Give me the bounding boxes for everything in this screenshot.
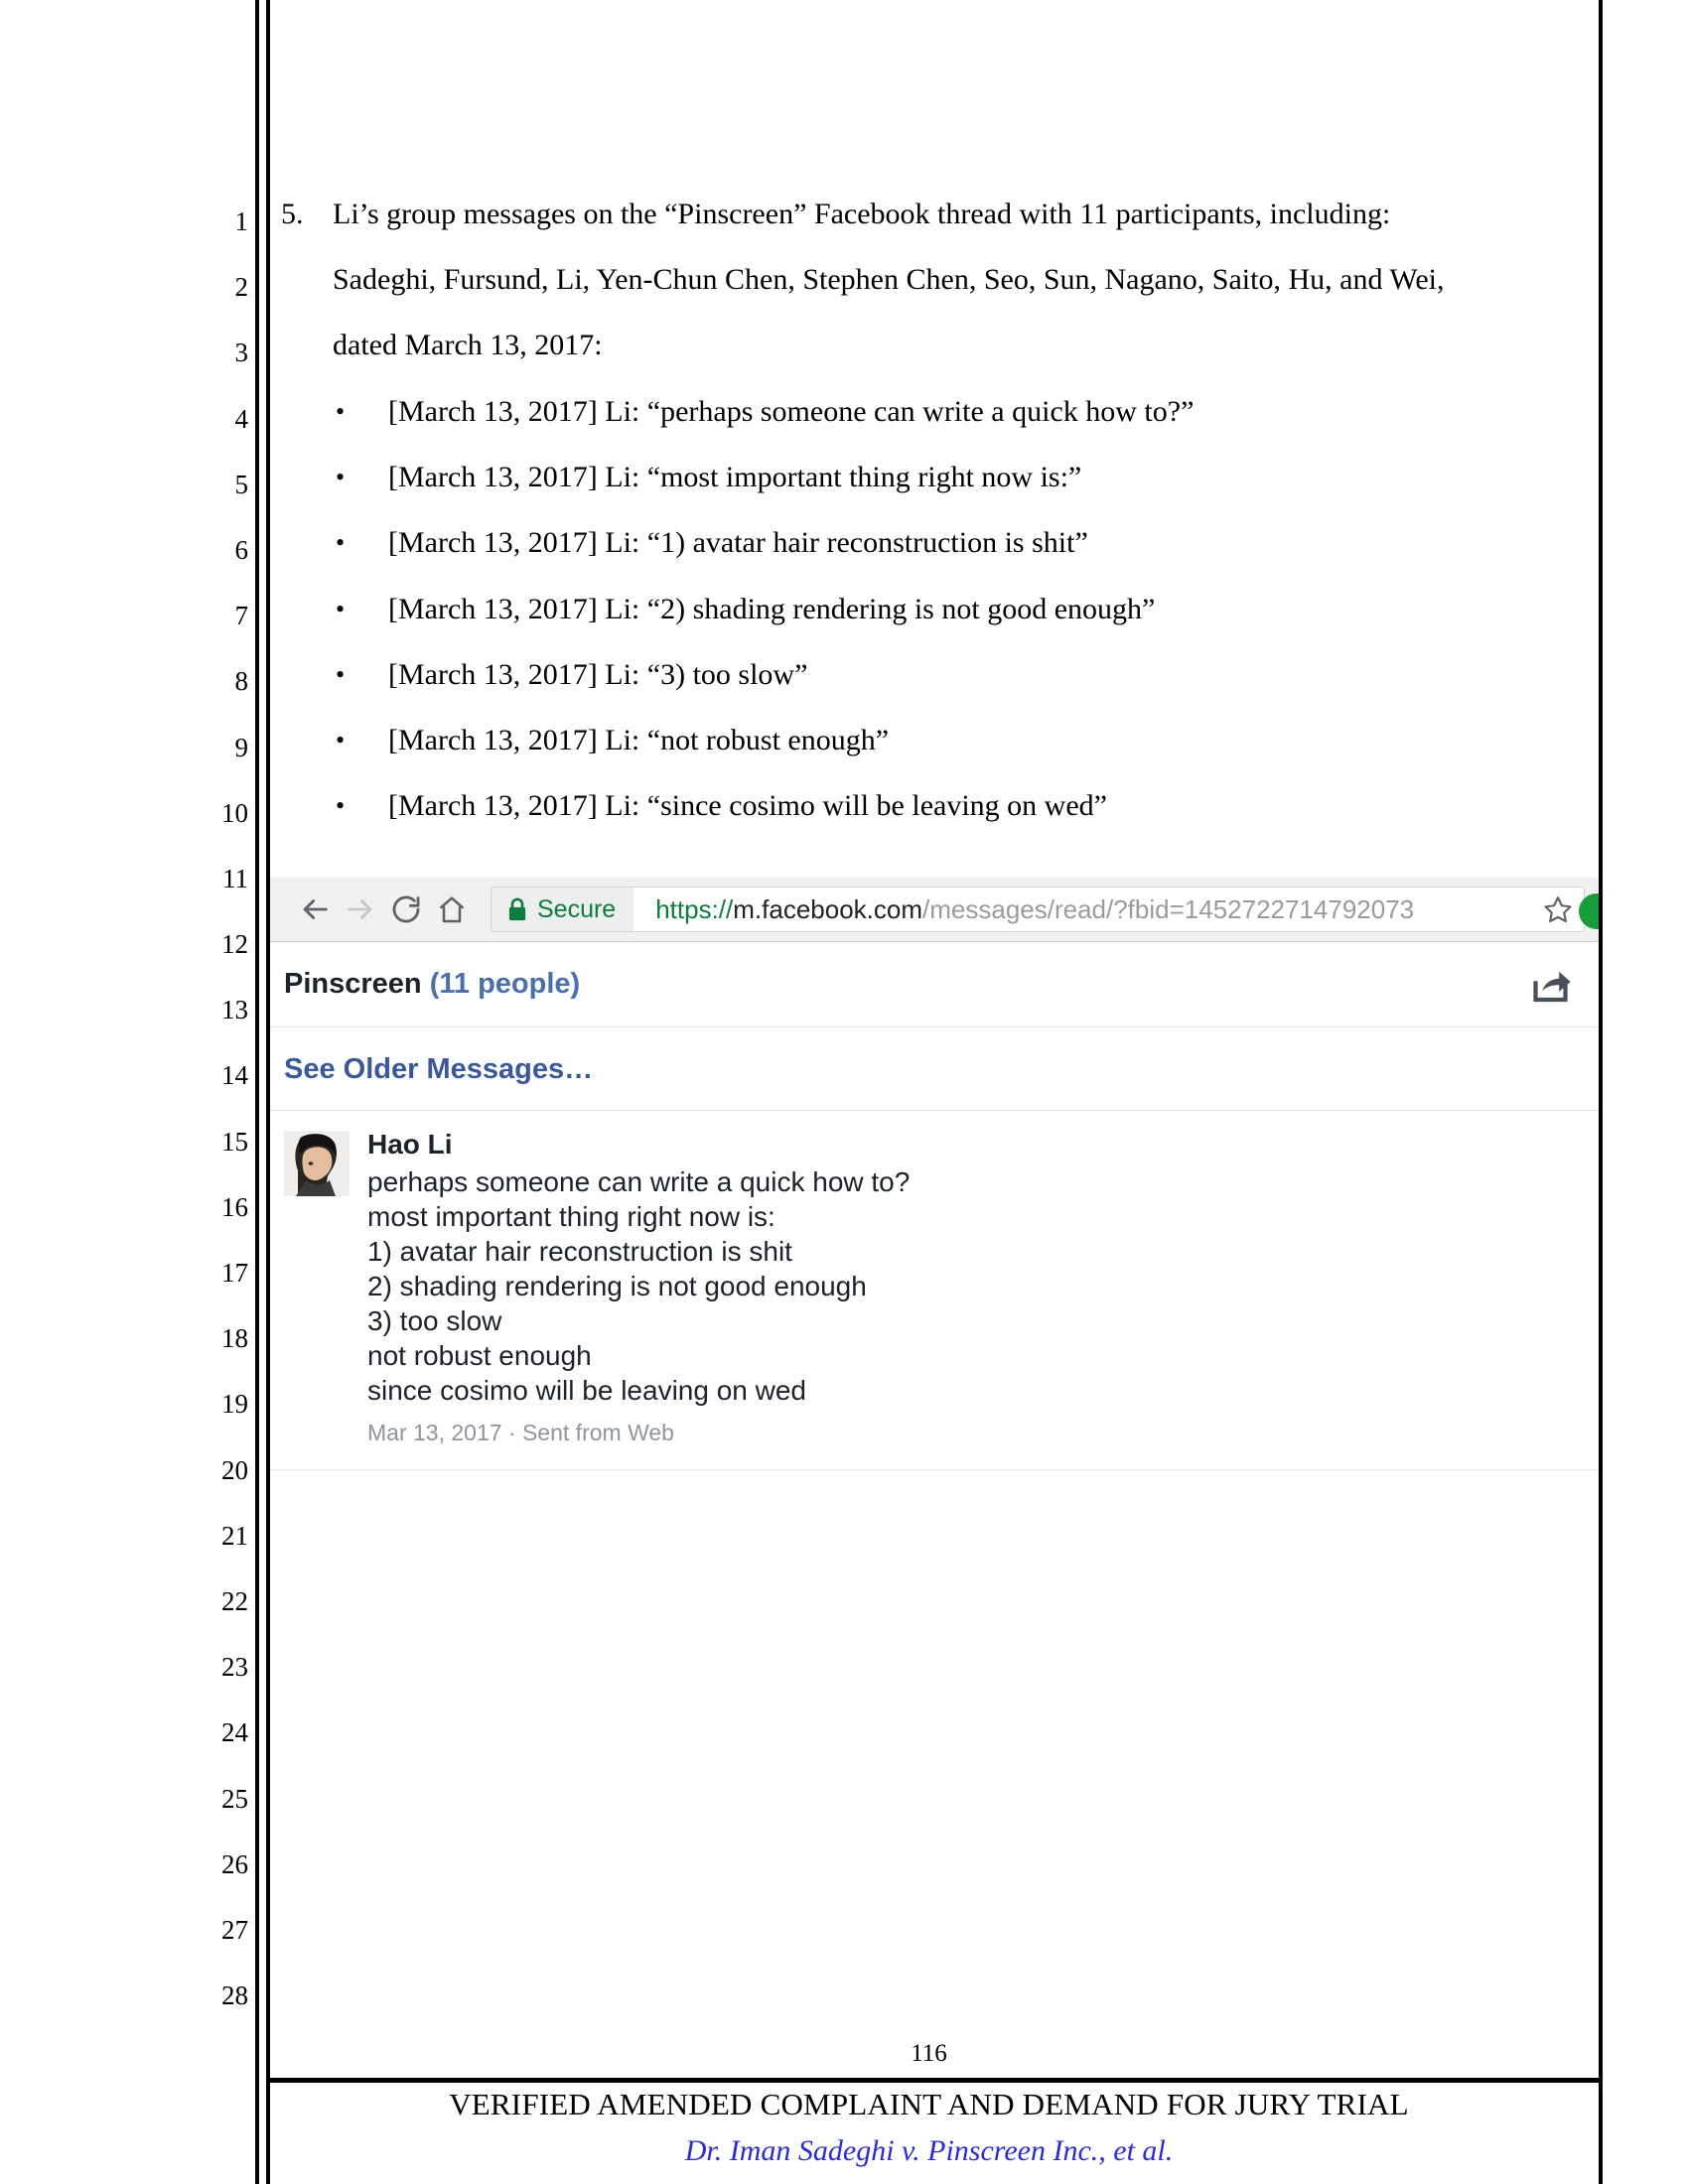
line-number: 20 — [221, 1454, 248, 1485]
quoted-message-item — [281, 773, 1592, 839]
url-host: m.facebook.com — [733, 893, 923, 924]
reload-icon[interactable] — [383, 887, 429, 932]
url-text[interactable] — [633, 894, 1532, 925]
quoted-message-text: [March 13, 2017] Li: “2) shading rendering is not good enough” — [388, 592, 1156, 625]
quoted-message-item — [281, 445, 1592, 510]
thread-participant-count[interactable]: (11 people) — [429, 968, 581, 1000]
bullet-icon: • — [336, 397, 346, 426]
line-number: 13 — [221, 995, 248, 1025]
message-row — [270, 1111, 1599, 1470]
quoted-message-text: [March 13, 2017] Li: “3) too slow” — [388, 657, 808, 691]
message-list-tail — [270, 1470, 1599, 1522]
footer-rule — [270, 2078, 1599, 2083]
quoted-message-text: [March 13, 2017] Li: “since cosimo will be leaving on wed” — [388, 789, 1107, 823]
message-content — [367, 1127, 1585, 1449]
line-number: 10 — [221, 797, 248, 828]
facebook-messenger-screenshot — [270, 878, 1599, 1522]
quoted-message-text: [March 13, 2017] Li: “not robust enough” — [388, 723, 890, 756]
footer-title: VERIFIED AMENDED COMPLAINT AND DEMAND FOR JURY TRIAL — [449, 2087, 1409, 2121]
message-line: most important thing right now is: — [367, 1201, 775, 1232]
line-number: 3 — [234, 338, 248, 368]
line-number: 11 — [222, 863, 248, 893]
bullet-icon: • — [336, 659, 346, 689]
bullet-icon: • — [336, 725, 346, 754]
line-number: 5 — [234, 469, 248, 499]
line-number: 6 — [234, 534, 248, 565]
line-number: 2 — [234, 272, 248, 303]
share-icon[interactable] — [1531, 967, 1573, 1003]
security-indicator[interactable] — [492, 887, 633, 931]
bullet-icon: • — [336, 791, 346, 821]
quoted-message-text: [March 13, 2017] Li: “perhaps someone can write a quick how to?” — [388, 395, 1195, 428]
line-number: 25 — [221, 1783, 248, 1814]
message-author[interactable]: Hao Li — [367, 1129, 453, 1160]
paragraph-line-3: dated March 13, 2017: — [333, 329, 603, 362]
see-older-messages-link[interactable]: See Older Messages… — [270, 1027, 1599, 1111]
message-line: perhaps someone can write a quick how to? — [367, 1166, 911, 1197]
bullet-icon: • — [336, 594, 346, 623]
quoted-message-text: [March 13, 2017] Li: “most important thing right now is:” — [388, 461, 1082, 494]
user-avatar-photo[interactable] — [284, 1131, 350, 1196]
home-icon[interactable] — [429, 887, 475, 932]
thread-title — [284, 968, 580, 1001]
line-number: 15 — [221, 1126, 248, 1157]
line-number: 24 — [221, 1717, 248, 1748]
paragraph-text — [333, 182, 1594, 379]
avatar-portrait-icon — [284, 1131, 350, 1196]
quoted-message-item — [281, 577, 1592, 642]
quoted-message-item — [281, 510, 1592, 576]
line-number: 1 — [234, 206, 248, 236]
line-number: 8 — [234, 666, 248, 697]
paragraph-line-2: Sadeghi, Fursund, Li, Yen-Chun Chen, Stephen Chen, Seo, Sun, Nagano, Saito, Hu, and Wei, — [333, 263, 1445, 297]
line-number: 14 — [221, 1060, 248, 1091]
left-margin-rule-outer — [255, 0, 259, 2184]
forward-icon[interactable] — [338, 887, 383, 932]
star-icon[interactable] — [1532, 887, 1584, 931]
line-number: 21 — [221, 1520, 248, 1551]
line-number-column — [194, 189, 248, 2028]
line-number: 16 — [221, 1191, 248, 1222]
line-number: 4 — [234, 403, 248, 434]
bullet-icon: • — [336, 463, 346, 492]
line-number: 19 — [221, 1389, 248, 1420]
address-bar[interactable] — [491, 887, 1585, 932]
message-line: 3) too slow — [367, 1305, 502, 1336]
message-line: 1) avatar hair reconstruction is shit — [367, 1236, 792, 1267]
thread-name: Pinscreen — [284, 968, 422, 1000]
message-line: 2) shading rendering is not good enough — [367, 1271, 867, 1301]
page-number: 116 — [911, 2040, 947, 2067]
footer-case-caption: Dr. Iman Sadeghi v. Pinscreen Inc., et al. — [684, 2134, 1174, 2167]
paragraph-number: 5. — [281, 198, 304, 230]
message-body — [367, 1164, 1585, 1408]
quoted-messages-list — [281, 379, 1592, 839]
lock-icon — [507, 897, 527, 922]
url-path: /messages/read/?fbid=1452722714792073 — [922, 893, 1415, 924]
line-number: 17 — [221, 1258, 248, 1288]
paragraph-line-1: Li’s group messages on the “Pinscreen” Facebook thread with 11 participants, including: — [333, 198, 1391, 230]
line-number: 12 — [221, 929, 248, 960]
line-number: 27 — [221, 1914, 248, 1945]
quoted-message-text: [March 13, 2017] Li: “1) avatar hair reconstruction is shit” — [388, 526, 1088, 560]
bullet-icon: • — [336, 528, 346, 558]
quoted-message-item — [281, 379, 1592, 445]
message-line: not robust enough — [367, 1340, 592, 1371]
message-timestamp: Mar 13, 2017 · Sent from Web — [367, 1420, 674, 1445]
quoted-message-item — [281, 642, 1592, 708]
secure-label: Secure — [537, 894, 617, 923]
right-margin-rule — [1599, 0, 1603, 2184]
line-number: 18 — [221, 1323, 248, 1354]
line-number: 23 — [221, 1652, 248, 1683]
line-number: 26 — [221, 1848, 248, 1879]
back-icon[interactable] — [292, 887, 338, 932]
line-number: 7 — [234, 601, 248, 631]
thread-header — [270, 942, 1599, 1027]
url-scheme: https:// — [655, 893, 734, 924]
line-number: 28 — [221, 1980, 248, 2011]
line-number: 9 — [234, 732, 248, 762]
message-line: since cosimo will be leaving on wed — [367, 1375, 806, 1406]
browser-toolbar — [270, 878, 1599, 942]
quoted-message-item — [281, 708, 1592, 773]
line-number: 22 — [221, 1585, 248, 1616]
